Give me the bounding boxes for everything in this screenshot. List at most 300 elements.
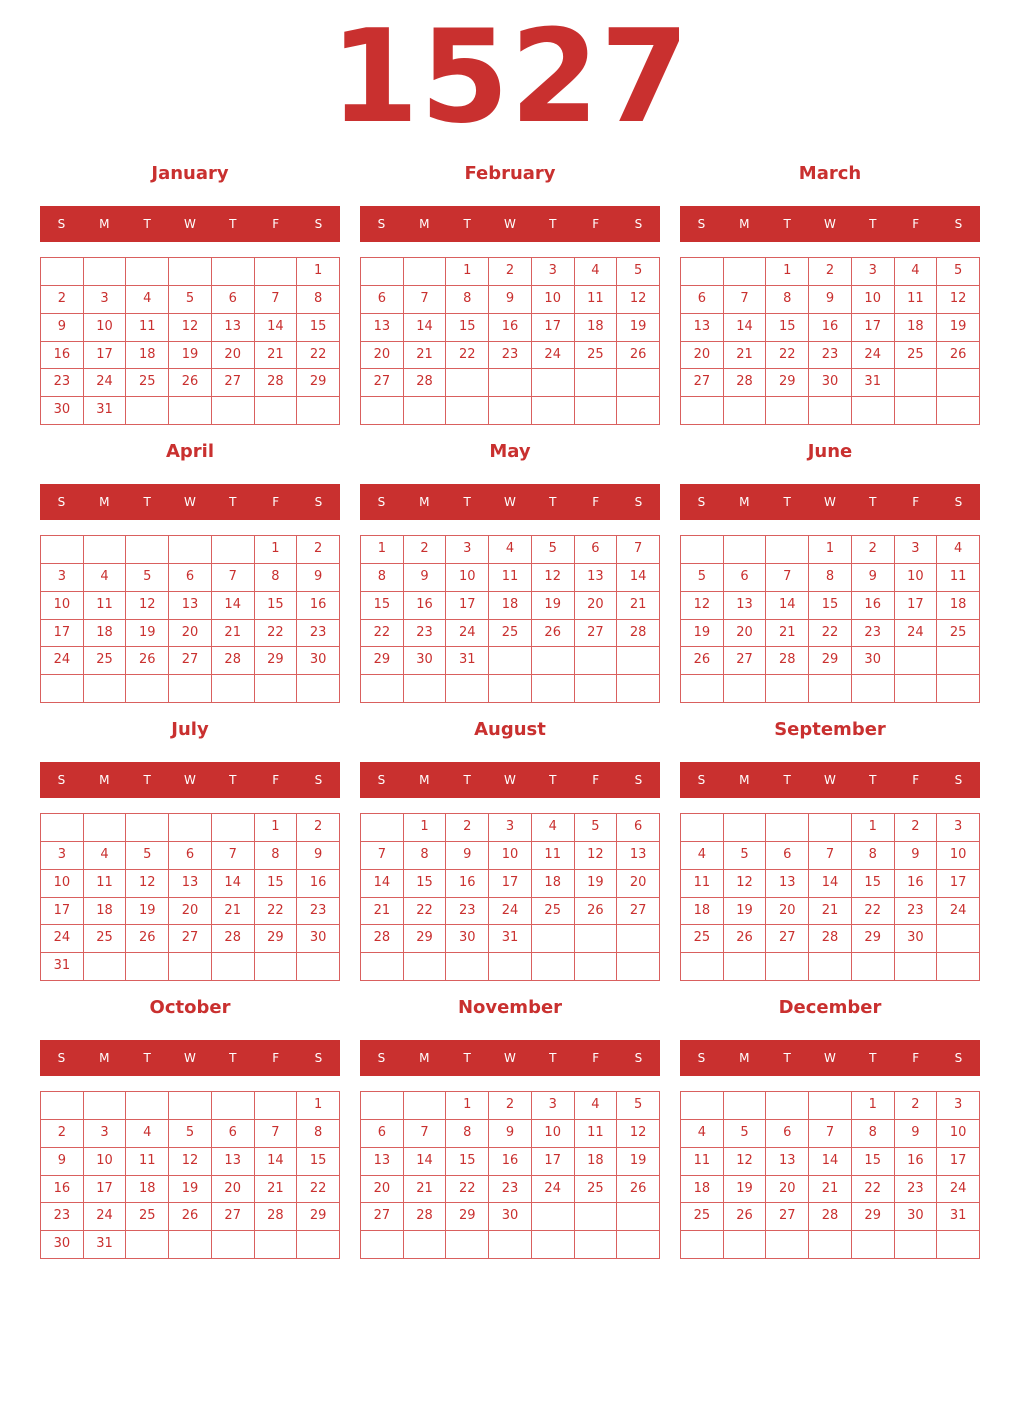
empty-cell (532, 369, 575, 397)
day-cell: 26 (575, 898, 618, 926)
day-cell: 9 (297, 564, 340, 592)
empty-cell (297, 397, 340, 425)
day-cell: 1 (766, 258, 809, 286)
day-cell: 14 (724, 314, 767, 342)
day-cell: 13 (212, 314, 255, 342)
day-cell: 20 (361, 1176, 404, 1204)
weekday-label: F (592, 217, 600, 231)
day-grid (360, 813, 660, 981)
weekday-label: W (504, 773, 516, 787)
weekday-header (360, 762, 660, 798)
empty-cell (212, 258, 255, 286)
weekday-label: T (463, 773, 471, 787)
weekday-label: T (783, 773, 791, 787)
weekday-label: F (912, 1051, 920, 1065)
month-name: May (489, 441, 531, 462)
day-cell: 16 (41, 1176, 84, 1204)
day-cell: 14 (212, 592, 255, 620)
day-cell: 15 (766, 314, 809, 342)
day-cell: 2 (446, 814, 489, 842)
empty-cell (937, 1231, 980, 1259)
day-cell: 9 (404, 564, 447, 592)
weekday-label: M (739, 773, 750, 787)
day-cell: 4 (84, 564, 127, 592)
day-cell: 20 (361, 342, 404, 370)
day-cell: 7 (617, 536, 660, 564)
day-cell: 12 (126, 592, 169, 620)
day-cell: 29 (852, 925, 895, 953)
day-cell: 17 (84, 342, 127, 370)
weekday-label: M (739, 495, 750, 509)
day-cell: 5 (617, 1092, 660, 1120)
weekday-label: W (504, 495, 516, 509)
weekday-label: M (99, 1051, 110, 1065)
empty-cell (489, 675, 532, 703)
empty-cell (404, 258, 447, 286)
empty-cell (852, 953, 895, 981)
day-cell: 23 (41, 369, 84, 397)
day-cell: 28 (766, 647, 809, 675)
day-grid (360, 1091, 660, 1259)
weekday-label: T (783, 1051, 791, 1065)
empty-cell (84, 814, 127, 842)
day-cell: 16 (446, 870, 489, 898)
day-cell: 22 (852, 1176, 895, 1204)
day-cell: 30 (895, 925, 938, 953)
day-cell: 7 (404, 1120, 447, 1148)
day-cell: 25 (575, 342, 618, 370)
day-cell: 11 (84, 592, 127, 620)
day-cell: 20 (766, 1176, 809, 1204)
weekday-label: W (184, 773, 196, 787)
empty-cell (617, 675, 660, 703)
day-cell: 25 (575, 1176, 618, 1204)
day-cell: 10 (41, 870, 84, 898)
empty-cell (852, 1231, 895, 1259)
day-cell: 13 (361, 314, 404, 342)
empty-cell (766, 397, 809, 425)
empty-cell (895, 1231, 938, 1259)
day-cell: 29 (766, 369, 809, 397)
day-grid (40, 535, 340, 703)
day-cell: 19 (169, 342, 212, 370)
day-cell: 25 (126, 369, 169, 397)
day-cell: 30 (41, 1231, 84, 1259)
day-cell: 3 (937, 1092, 980, 1120)
day-cell: 5 (169, 286, 212, 314)
day-cell: 5 (617, 258, 660, 286)
day-cell: 20 (169, 898, 212, 926)
day-cell: 10 (852, 286, 895, 314)
day-cell: 1 (446, 1092, 489, 1120)
day-cell: 29 (297, 1203, 340, 1231)
day-cell: 15 (852, 870, 895, 898)
day-cell: 15 (852, 1148, 895, 1176)
day-cell: 9 (41, 1148, 84, 1176)
day-cell: 10 (895, 564, 938, 592)
weekday-label: M (419, 495, 430, 509)
empty-cell (895, 675, 938, 703)
day-cell: 16 (489, 1148, 532, 1176)
empty-cell (681, 536, 724, 564)
day-cell: 1 (852, 1092, 895, 1120)
day-cell: 22 (297, 342, 340, 370)
day-cell: 11 (937, 564, 980, 592)
day-cell: 4 (126, 286, 169, 314)
empty-cell (212, 1231, 255, 1259)
empty-cell (126, 953, 169, 981)
empty-cell (809, 1231, 852, 1259)
day-cell: 10 (84, 314, 127, 342)
day-cell: 2 (489, 258, 532, 286)
weekday-label: F (912, 217, 920, 231)
day-cell: 8 (446, 286, 489, 314)
weekday-label: T (229, 773, 237, 787)
day-cell: 13 (212, 1148, 255, 1176)
empty-cell (41, 1092, 84, 1120)
day-cell: 31 (937, 1203, 980, 1231)
weekday-label: S (57, 773, 66, 787)
day-cell: 7 (766, 564, 809, 592)
day-cell: 24 (895, 620, 938, 648)
day-cell: 4 (126, 1120, 169, 1148)
day-cell: 22 (361, 620, 404, 648)
day-cell: 30 (297, 925, 340, 953)
empty-cell (41, 814, 84, 842)
weekday-label: W (184, 495, 196, 509)
weekday-label: F (592, 773, 600, 787)
day-cell: 16 (297, 870, 340, 898)
empty-cell (575, 1203, 618, 1231)
empty-cell (724, 1092, 767, 1120)
day-cell: 29 (809, 647, 852, 675)
day-cell: 10 (937, 842, 980, 870)
empty-cell (446, 675, 489, 703)
day-cell: 1 (404, 814, 447, 842)
day-cell: 24 (84, 1203, 127, 1231)
day-cell: 20 (212, 1176, 255, 1204)
weekday-header (680, 762, 980, 798)
day-cell: 11 (681, 1148, 724, 1176)
day-grid (680, 813, 980, 981)
day-cell: 31 (852, 369, 895, 397)
empty-cell (895, 397, 938, 425)
day-cell: 11 (84, 870, 127, 898)
empty-cell (212, 814, 255, 842)
day-cell: 17 (852, 314, 895, 342)
day-cell: 21 (809, 1176, 852, 1204)
day-cell: 28 (617, 620, 660, 648)
empty-cell (532, 675, 575, 703)
day-cell: 14 (255, 314, 298, 342)
day-cell: 12 (724, 870, 767, 898)
day-cell: 2 (489, 1092, 532, 1120)
day-cell: 7 (404, 286, 447, 314)
empty-cell (766, 1092, 809, 1120)
day-cell: 23 (446, 898, 489, 926)
day-cell: 3 (895, 536, 938, 564)
weekday-label: S (697, 1051, 706, 1065)
day-cell: 12 (617, 286, 660, 314)
day-cell: 14 (809, 1148, 852, 1176)
weekday-header (40, 484, 340, 520)
day-cell: 14 (255, 1148, 298, 1176)
day-cell: 14 (766, 592, 809, 620)
day-cell: 4 (681, 1120, 724, 1148)
weekday-label: S (954, 773, 963, 787)
year-title: 1527 (329, 3, 691, 152)
day-cell: 7 (255, 1120, 298, 1148)
day-cell: 17 (532, 314, 575, 342)
weekday-label: F (592, 495, 600, 509)
day-cell: 7 (255, 286, 298, 314)
day-cell: 21 (212, 898, 255, 926)
day-cell: 31 (446, 647, 489, 675)
day-cell: 13 (766, 1148, 809, 1176)
day-cell: 25 (681, 925, 724, 953)
weekday-label: T (869, 1051, 877, 1065)
empty-cell (575, 675, 618, 703)
empty-cell (446, 369, 489, 397)
day-cell: 10 (937, 1120, 980, 1148)
day-cell: 25 (937, 620, 980, 648)
day-cell: 5 (126, 842, 169, 870)
empty-cell (84, 953, 127, 981)
empty-cell (532, 397, 575, 425)
empty-cell (766, 1231, 809, 1259)
day-cell: 18 (681, 1176, 724, 1204)
weekday-label: T (463, 495, 471, 509)
day-cell: 18 (84, 898, 127, 926)
empty-cell (617, 397, 660, 425)
day-cell: 9 (489, 286, 532, 314)
day-cell: 27 (361, 369, 404, 397)
day-cell: 21 (361, 898, 404, 926)
day-grid (680, 257, 980, 425)
day-cell: 1 (446, 258, 489, 286)
empty-cell (489, 953, 532, 981)
empty-cell (361, 258, 404, 286)
empty-cell (575, 1231, 618, 1259)
empty-cell (446, 953, 489, 981)
day-cell: 31 (41, 953, 84, 981)
weekday-label: F (912, 773, 920, 787)
day-cell: 24 (41, 925, 84, 953)
day-cell: 20 (575, 592, 618, 620)
day-cell: 31 (84, 397, 127, 425)
day-cell: 22 (446, 1176, 489, 1204)
day-cell: 3 (446, 536, 489, 564)
weekday-label: W (824, 217, 836, 231)
day-cell: 17 (937, 1148, 980, 1176)
weekday-label: T (229, 495, 237, 509)
month-name: April (165, 441, 215, 462)
day-cell: 22 (809, 620, 852, 648)
day-cell: 7 (361, 842, 404, 870)
weekday-label: S (954, 1051, 963, 1065)
day-cell: 18 (895, 314, 938, 342)
empty-cell (361, 397, 404, 425)
day-cell: 16 (404, 592, 447, 620)
weekday-label: W (824, 1051, 836, 1065)
empty-cell (895, 953, 938, 981)
empty-cell (404, 1092, 447, 1120)
day-cell: 19 (575, 870, 618, 898)
day-cell: 14 (404, 1148, 447, 1176)
day-cell: 19 (937, 314, 980, 342)
day-cell: 21 (404, 1176, 447, 1204)
weekday-label: W (184, 217, 196, 231)
empty-cell (852, 397, 895, 425)
empty-cell (681, 1092, 724, 1120)
day-cell: 28 (212, 647, 255, 675)
weekday-label: S (314, 217, 323, 231)
empty-cell (404, 675, 447, 703)
day-cell: 4 (532, 814, 575, 842)
day-cell: 19 (617, 314, 660, 342)
day-cell: 29 (361, 647, 404, 675)
weekday-label: T (549, 1051, 557, 1065)
day-cell: 30 (404, 647, 447, 675)
day-cell: 13 (724, 592, 767, 620)
day-cell: 14 (361, 870, 404, 898)
day-cell: 24 (937, 898, 980, 926)
day-cell: 25 (681, 1203, 724, 1231)
weekday-label: F (272, 773, 280, 787)
empty-cell (809, 814, 852, 842)
day-cell: 12 (532, 564, 575, 592)
day-grid (360, 535, 660, 703)
weekday-label: S (57, 495, 66, 509)
empty-cell (532, 647, 575, 675)
day-cell: 13 (766, 870, 809, 898)
weekday-label: W (824, 495, 836, 509)
day-grid (40, 257, 340, 425)
empty-cell (169, 675, 212, 703)
day-cell: 10 (489, 842, 532, 870)
empty-cell (404, 953, 447, 981)
day-cell: 9 (297, 842, 340, 870)
empty-cell (724, 814, 767, 842)
day-cell: 20 (617, 870, 660, 898)
day-cell: 23 (895, 1176, 938, 1204)
day-cell: 8 (766, 286, 809, 314)
day-cell: 6 (169, 842, 212, 870)
weekday-label: S (634, 773, 643, 787)
day-cell: 27 (617, 898, 660, 926)
day-cell: 6 (766, 1120, 809, 1148)
day-cell: 2 (404, 536, 447, 564)
day-cell: 2 (41, 286, 84, 314)
day-cell: 14 (404, 314, 447, 342)
weekday-label: T (869, 773, 877, 787)
empty-cell (766, 814, 809, 842)
empty-cell (809, 953, 852, 981)
day-cell: 6 (169, 564, 212, 592)
empty-cell (937, 647, 980, 675)
day-cell: 29 (446, 1203, 489, 1231)
weekday-label: S (634, 1051, 643, 1065)
day-cell: 13 (169, 870, 212, 898)
empty-cell (532, 1231, 575, 1259)
empty-cell (446, 1231, 489, 1259)
empty-cell (255, 258, 298, 286)
day-cell: 9 (852, 564, 895, 592)
day-cell: 16 (809, 314, 852, 342)
weekday-label: S (697, 773, 706, 787)
day-cell: 23 (297, 620, 340, 648)
weekday-label: T (549, 217, 557, 231)
empty-cell (361, 953, 404, 981)
empty-cell (681, 1231, 724, 1259)
empty-cell (212, 1092, 255, 1120)
empty-cell (895, 647, 938, 675)
day-cell: 22 (404, 898, 447, 926)
day-cell: 28 (361, 925, 404, 953)
weekday-label: S (377, 495, 386, 509)
day-cell: 15 (297, 314, 340, 342)
empty-cell (169, 258, 212, 286)
weekday-label: S (634, 495, 643, 509)
day-cell: 25 (895, 342, 938, 370)
day-cell: 3 (532, 258, 575, 286)
empty-cell (617, 953, 660, 981)
day-cell: 28 (404, 1203, 447, 1231)
day-cell: 28 (255, 369, 298, 397)
empty-cell (361, 814, 404, 842)
day-cell: 23 (489, 342, 532, 370)
day-cell: 12 (617, 1120, 660, 1148)
empty-cell (84, 1092, 127, 1120)
empty-cell (852, 675, 895, 703)
weekday-label: T (783, 217, 791, 231)
day-cell: 4 (937, 536, 980, 564)
month-name: February (464, 163, 556, 184)
empty-cell (126, 1092, 169, 1120)
day-cell: 17 (41, 620, 84, 648)
weekday-header (680, 484, 980, 520)
day-cell: 17 (84, 1176, 127, 1204)
day-cell: 12 (724, 1148, 767, 1176)
weekday-label: S (314, 773, 323, 787)
day-cell: 21 (617, 592, 660, 620)
empty-cell (84, 536, 127, 564)
day-cell: 16 (297, 592, 340, 620)
day-cell: 25 (489, 620, 532, 648)
day-cell: 24 (489, 898, 532, 926)
weekday-label: S (314, 495, 323, 509)
day-cell: 1 (255, 814, 298, 842)
day-cell: 16 (895, 870, 938, 898)
day-cell: 27 (212, 1203, 255, 1231)
weekday-header (360, 484, 660, 520)
day-cell: 31 (84, 1231, 127, 1259)
weekday-header (40, 1040, 340, 1076)
empty-cell (255, 675, 298, 703)
weekday-label: T (869, 495, 877, 509)
day-cell: 5 (724, 842, 767, 870)
empty-cell (361, 675, 404, 703)
weekday-label: W (504, 217, 516, 231)
weekday-label: M (419, 773, 430, 787)
empty-cell (169, 814, 212, 842)
day-cell: 22 (255, 898, 298, 926)
day-cell: 26 (937, 342, 980, 370)
empty-cell (126, 536, 169, 564)
month-name: October (149, 997, 231, 1018)
day-cell: 16 (489, 314, 532, 342)
day-cell: 18 (489, 592, 532, 620)
